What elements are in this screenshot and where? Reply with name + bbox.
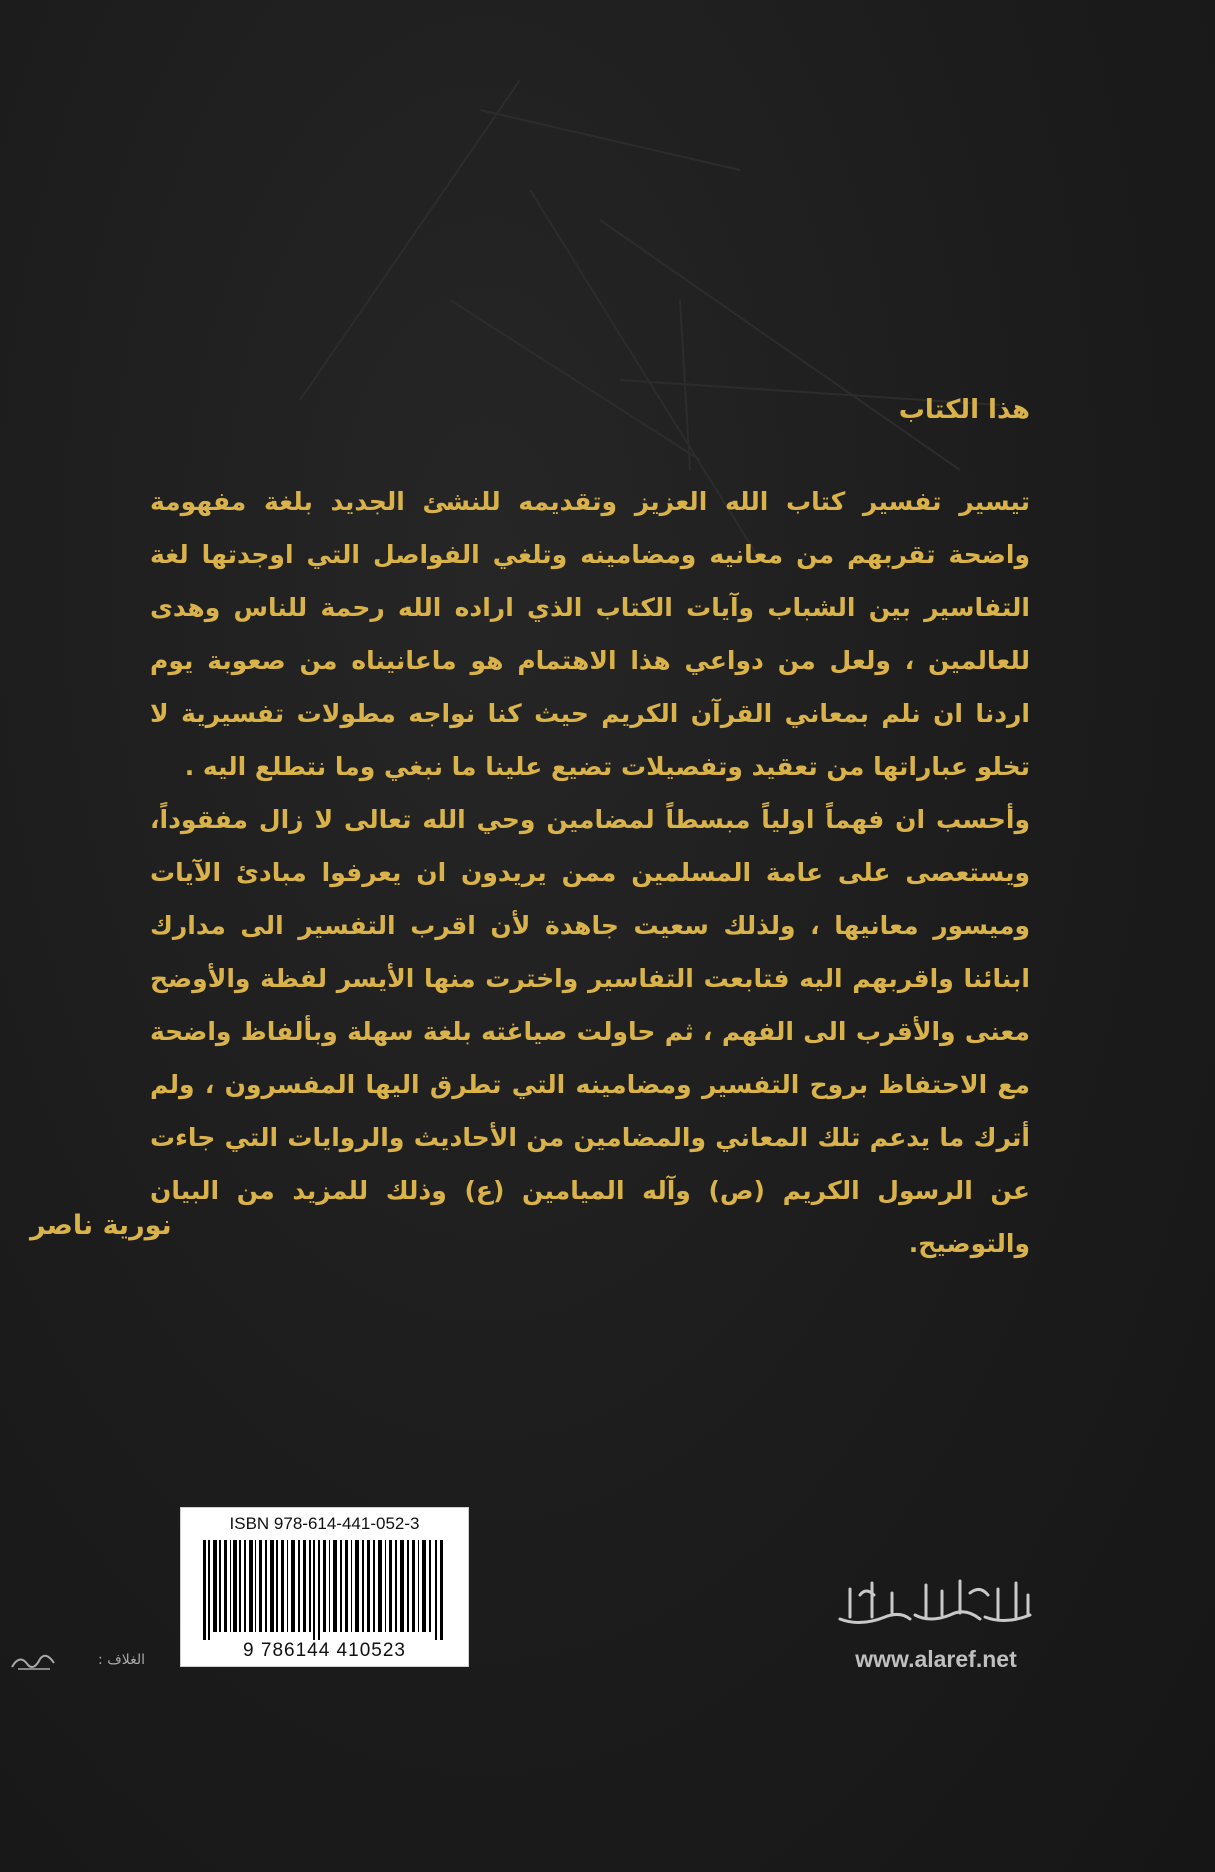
description-paragraph-1: تيسير تفسير كتاب الله العزيز وتقديمه للنشئ الجديد بلغة مفهومة واضحة تقربهم من معانيه ومضامينه وتلغي الفواصل التي اوجدتها لغة التفاسير بين الشباب وآيات الكتاب الذي اراده الله رحمة للناس وهدى للعالمين ، ولعل من دواعي هذا الاهتمام هو ماعانيناه من صعوبة يوم اردنا ان نلم بمعاني القرآن الكريم حيث كنا نواجه مطولات تفسيرية لا تخلو عباراتها من تعقيد وتفصيلات تضيع علينا ما نبغي وما نتطلع اليه .	[150, 487, 1030, 781]
author-name: نورية ناصر	[30, 1210, 172, 1241]
isbn-label: ISBN 978-614-441-052-3	[229, 1514, 420, 1533]
cover-design-credit	[10, 1647, 145, 1675]
description-heading: هذا الكتاب	[898, 395, 1030, 425]
isbn-barcode	[180, 1507, 469, 1667]
cover-credit-label: الغلاف :	[98, 1652, 145, 1668]
barcode-digits: 9 786144 410523	[243, 1640, 406, 1661]
publisher-logo	[830, 1575, 1040, 1633]
description-paragraph-2: وأحسب ان فهماً اولياً مبسطاً لمضامين وحي الله تعالى لا زال مفقوداً، ويستعصى على عامة المسلمين ممن يريدون ان يعرفوا مبادئ الآيات وميسور معانيها ، ولذلك سعيت جاهدة لأن اقرب التفسير الى مدارك ابنائنا واقربهم اليه فتابعت التفاسير واخترت منها الأيسر لفظة والأوضح معنى والأقرب الى الفهم ، ثم حاولت صياغته بلغة سهلة وبألفاظ واضحة مع الاحتفاظ بروح التفسير ومضامينه التي تطرق اليها المفسرون ، ولم أترك ما يدعم تلك المعاني والمضامين من الأحاديث والروايات التي جاءت عن الرسول الكريم (ص) وآله الميامين (ع) وذلك للمزيد من البيان والتوضيح.	[150, 805, 1030, 1258]
publisher-website: www.alaref.net	[855, 1646, 1017, 1672]
designer-signature	[10, 1649, 58, 1673]
barcode-bars	[203, 1540, 446, 1640]
description-block	[150, 395, 1030, 1270]
